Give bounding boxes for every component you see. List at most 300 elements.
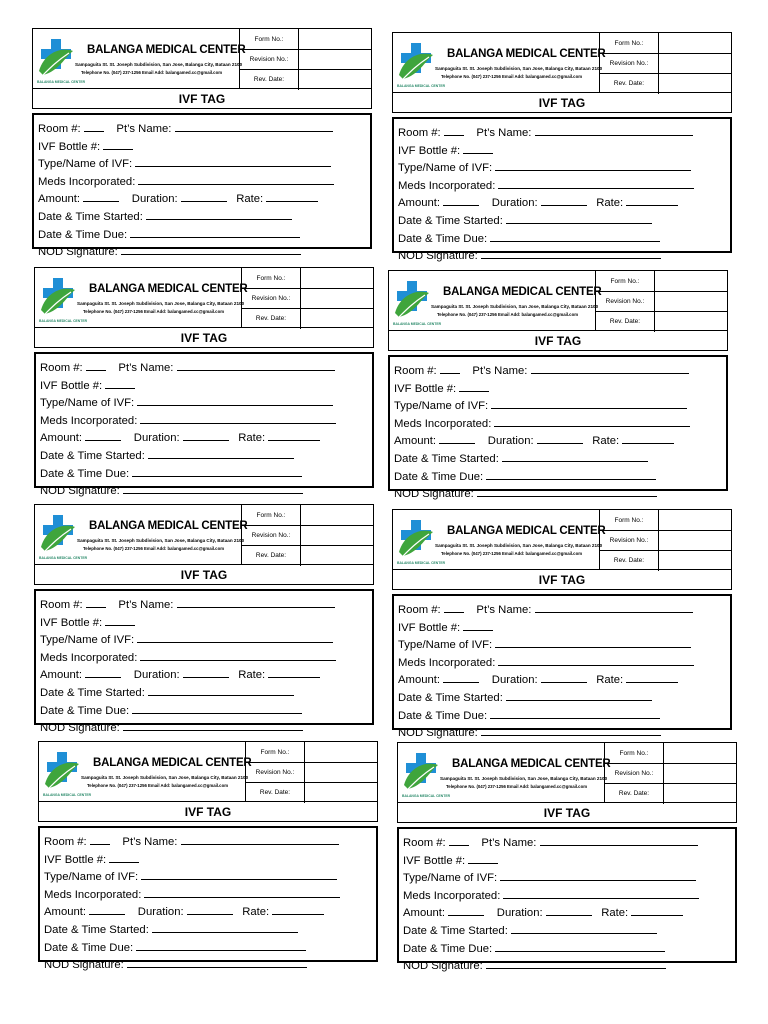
clinic-telephone: Telephone No. (047) 237-1256 Email Add: balangamed.cc@gmail.com: [83, 546, 225, 551]
duration-blank[interactable]: [187, 903, 233, 915]
amount-line: [398, 671, 730, 689]
type-name-label: Type/Name of IVF:: [44, 871, 139, 884]
tag-title: IVF TAG: [388, 331, 728, 351]
amount-blank[interactable]: [443, 194, 479, 206]
ivf-bottle-label: IVF Bottle #:: [398, 144, 461, 157]
form-meta-table: [245, 742, 377, 801]
ivf-bottle-line: [38, 138, 370, 156]
tag-title: IVF TAG: [34, 328, 374, 348]
duration-blank[interactable]: [541, 194, 587, 206]
ivf-bottle-label: IVF Bottle #:: [40, 616, 103, 629]
clinic-telephone: Telephone No. (047) 237-1256 Email Add: balangamed.cc@gmail.com: [83, 309, 225, 314]
medical-cross-logo-icon: [393, 279, 431, 321]
ivf-bottle-label: IVF Bottle #:: [40, 379, 103, 392]
patient-name-label: Pt’s Name:: [122, 836, 178, 848]
clinic-name: BALANGA MEDICAL CENTER: [93, 757, 252, 769]
room-blank[interactable]: [86, 596, 106, 608]
revision-no-row: [242, 288, 373, 309]
date-due-blank[interactable]: [132, 465, 302, 477]
rate-blank[interactable]: [272, 903, 324, 915]
nod-signature-line: [38, 243, 370, 261]
clinic-address: Sampaguita St. St. Joseph Subdivision, San Jose, Balanga City, Bataan 2100: [81, 775, 249, 780]
clinic-name: BALANGA MEDICAL CENTER: [89, 520, 248, 532]
ivf-bottle-blank[interactable]: [463, 142, 493, 154]
duration-label: Duration:: [491, 674, 538, 687]
patient-name-blank[interactable]: [175, 120, 333, 132]
meds-line: [398, 654, 730, 672]
form-no-label: Form No.:: [596, 271, 655, 291]
ivf-bottle-blank[interactable]: [463, 619, 493, 631]
type-name-blank[interactable]: [500, 869, 696, 881]
date-started-blank[interactable]: [506, 212, 652, 224]
meds-blank[interactable]: [144, 886, 340, 898]
form-no-label: Form No.:: [246, 742, 305, 762]
ivf-bottle-blank[interactable]: [109, 851, 139, 863]
amount-label: Amount:: [394, 435, 437, 448]
nod-signature-blank[interactable]: [481, 724, 661, 736]
amount-blank[interactable]: [89, 903, 125, 915]
meds-blank[interactable]: [503, 887, 699, 899]
nod-signature-label: NOD Signature:: [398, 727, 478, 740]
ivf-bottle-label: IVF Bottle #:: [394, 382, 457, 395]
amount-line: [403, 904, 735, 922]
date-started-blank[interactable]: [502, 450, 648, 462]
date-started-line: [398, 689, 730, 707]
date-due-blank[interactable]: [486, 468, 656, 480]
form-no-label: Form No.:: [242, 505, 301, 525]
room-line: [40, 596, 372, 614]
type-name-line: [398, 636, 730, 654]
nod-signature-blank[interactable]: [127, 956, 307, 968]
revision-no-label: Revision No.:: [242, 525, 301, 545]
clinic-telephone: Telephone No. (047) 237-1256 Email Add: balangamed.cc@gmail.com: [87, 783, 229, 788]
patient-name-label: Pt’s Name:: [472, 365, 528, 377]
meds-blank[interactable]: [140, 412, 336, 424]
room-line: [394, 362, 726, 380]
type-name-line: [44, 868, 376, 886]
medical-cross-logo-icon: [43, 750, 81, 792]
rate-blank[interactable]: [268, 429, 320, 441]
type-name-label: Type/Name of IVF:: [398, 639, 493, 652]
rate-label: Rate:: [238, 432, 266, 445]
logo-caption: BALANGA MEDICAL CENTER: [402, 794, 451, 798]
ivf-bottle-line: [394, 380, 726, 398]
type-name-blank[interactable]: [135, 155, 331, 167]
type-name-blank[interactable]: [495, 636, 691, 648]
tag-body: [38, 826, 378, 972]
ivf-tag-card-5: [34, 504, 374, 735]
type-name-line: [40, 394, 372, 412]
form-no-row: [242, 268, 373, 289]
duration-label: Duration:: [491, 197, 538, 210]
rev-date-label: Rev. Date:: [242, 308, 301, 329]
room-line: [398, 124, 730, 142]
patient-name-blank[interactable]: [531, 362, 689, 374]
nod-signature-blank[interactable]: [121, 243, 301, 255]
ivf-bottle-line: [403, 852, 735, 870]
nod-signature-blank[interactable]: [486, 957, 666, 969]
rate-blank[interactable]: [626, 671, 678, 683]
clinic-address: Sampaguita St. St. Joseph Subdivision, San Jose, Balanga City, Bataan 2100: [77, 301, 245, 306]
patient-name-blank[interactable]: [177, 596, 335, 608]
room-label: Room #:: [38, 123, 81, 135]
room-blank[interactable]: [86, 359, 106, 371]
amount-blank[interactable]: [83, 190, 119, 202]
room-line: [403, 834, 735, 852]
meds-label: Meds Incorporated:: [394, 417, 492, 430]
tag-body: [392, 594, 732, 740]
date-started-line: [403, 922, 735, 940]
amount-label: Amount:: [40, 669, 83, 682]
tag-title: IVF TAG: [392, 93, 732, 113]
meds-line: [38, 173, 370, 191]
rate-label: Rate:: [601, 907, 629, 920]
form-meta-table: [604, 743, 736, 802]
type-name-blank[interactable]: [137, 631, 333, 643]
tag-header: [34, 504, 374, 565]
meds-blank[interactable]: [140, 649, 336, 661]
type-name-blank[interactable]: [495, 159, 691, 171]
nod-signature-label: NOD Signature:: [40, 722, 120, 735]
date-due-line: [403, 940, 735, 958]
tag-title: IVF TAG: [397, 803, 737, 823]
rev-date-row: [242, 545, 373, 566]
duration-blank[interactable]: [183, 666, 229, 678]
date-due-blank[interactable]: [136, 939, 306, 951]
logo-caption: BALANGA MEDICAL CENTER: [397, 84, 446, 88]
patient-name-label: Pt’s Name:: [476, 127, 532, 139]
room-blank[interactable]: [90, 833, 110, 845]
amount-line: [38, 190, 370, 208]
logo-caption: BALANGA MEDICAL CENTER: [37, 80, 86, 84]
rev-date-row: [600, 550, 731, 571]
form-meta-table: [239, 29, 371, 88]
tag-header: [32, 28, 372, 89]
rev-date-row: [596, 311, 727, 332]
form-no-label: Form No.:: [600, 33, 659, 53]
amount-line: [40, 429, 372, 447]
room-label: Room #:: [44, 836, 87, 848]
room-label: Room #:: [398, 604, 441, 616]
form-no-row: [242, 505, 373, 526]
meds-blank[interactable]: [498, 177, 694, 189]
amount-label: Amount:: [398, 674, 441, 687]
date-due-line: [394, 468, 726, 486]
rev-date-row: [242, 308, 373, 329]
revision-no-row: [596, 291, 727, 312]
ivf-bottle-line: [398, 142, 730, 160]
meds-label: Meds Incorporated:: [398, 656, 496, 669]
meds-blank[interactable]: [494, 415, 690, 427]
date-started-blank[interactable]: [146, 208, 292, 220]
duration-blank[interactable]: [537, 432, 583, 444]
type-name-blank[interactable]: [137, 394, 333, 406]
rev-date-label: Rev. Date:: [596, 311, 655, 332]
form-no-label: Form No.:: [605, 743, 664, 763]
clinic-name: BALANGA MEDICAL CENTER: [452, 758, 611, 770]
room-label: Room #:: [40, 362, 83, 374]
clinic-address: Sampaguita St. St. Joseph Subdivision, San Jose, Balanga City, Bataan 2100: [440, 776, 608, 781]
date-started-line: [394, 450, 726, 468]
logo-area: [389, 271, 602, 330]
type-name-label: Type/Name of IVF:: [40, 634, 135, 647]
logo-caption: BALANGA MEDICAL CENTER: [39, 556, 88, 560]
revision-no-label: Revision No.:: [596, 291, 655, 311]
room-blank[interactable]: [444, 124, 464, 136]
rate-label: Rate:: [596, 197, 624, 210]
clinic-name: BALANGA MEDICAL CENTER: [89, 283, 248, 295]
revision-no-row: [246, 762, 377, 783]
clinic-address: Sampaguita St. St. Joseph Subdivision, San Jose, Balanga City, Bataan 2100: [435, 66, 603, 71]
amount-label: Amount:: [40, 432, 83, 445]
rate-label: Rate:: [242, 906, 270, 919]
room-line: [44, 833, 376, 851]
ivf-bottle-blank[interactable]: [105, 377, 135, 389]
tag-body: [34, 352, 374, 498]
room-blank[interactable]: [84, 120, 104, 132]
ivf-tag-card-3: [34, 267, 374, 498]
type-name-line: [38, 155, 370, 173]
patient-name-blank[interactable]: [181, 833, 339, 845]
duration-blank[interactable]: [181, 190, 227, 202]
ivf-bottle-blank[interactable]: [105, 614, 135, 626]
date-due-blank[interactable]: [495, 940, 665, 952]
tag-body: [397, 827, 737, 973]
medical-cross-logo-icon: [39, 276, 77, 318]
ivf-tag-card-6: [392, 509, 732, 740]
type-name-line: [398, 159, 730, 177]
rate-blank[interactable]: [626, 194, 678, 206]
date-started-label: Date & Time Started:: [44, 923, 149, 936]
meds-label: Meds Incorporated:: [403, 889, 501, 902]
patient-name-label: Pt’s Name:: [118, 362, 174, 374]
room-blank[interactable]: [444, 601, 464, 613]
amount-line: [398, 194, 730, 212]
date-started-line: [398, 212, 730, 230]
clinic-name: BALANGA MEDICAL CENTER: [443, 286, 602, 298]
nod-signature-line: [44, 956, 376, 974]
room-label: Room #:: [40, 599, 83, 611]
ivf-bottle-line: [44, 851, 376, 869]
nod-signature-label: NOD Signature:: [38, 246, 118, 259]
clinic-telephone: Telephone No. (047) 237-1256 Email Add: balangamed.cc@gmail.com: [441, 74, 583, 79]
type-name-blank[interactable]: [491, 397, 687, 409]
nod-signature-blank[interactable]: [123, 719, 303, 731]
date-due-line: [40, 465, 372, 483]
clinic-address: Sampaguita St. St. Joseph Subdivision, San Jose, Balanga City, Bataan 2100: [431, 304, 599, 309]
nod-signature-label: NOD Signature:: [44, 959, 124, 972]
date-started-blank[interactable]: [148, 684, 294, 696]
type-name-line: [40, 631, 372, 649]
date-started-blank[interactable]: [148, 447, 294, 459]
ivf-bottle-blank[interactable]: [103, 138, 133, 150]
rate-blank[interactable]: [268, 666, 320, 678]
date-started-label: Date & Time Started:: [403, 924, 508, 937]
patient-name-blank[interactable]: [540, 834, 698, 846]
patient-name-label: Pt’s Name:: [476, 604, 532, 616]
logo-area: [398, 743, 611, 802]
room-line: [398, 601, 730, 619]
nod-signature-blank[interactable]: [481, 247, 661, 259]
patient-name-blank[interactable]: [177, 359, 335, 371]
amount-line: [394, 432, 726, 450]
nod-signature-label: NOD Signature:: [403, 960, 483, 973]
type-name-line: [403, 869, 735, 887]
meds-blank[interactable]: [498, 654, 694, 666]
amount-label: Amount:: [398, 197, 441, 210]
date-started-blank[interactable]: [506, 689, 652, 701]
medical-cross-logo-icon: [397, 518, 435, 560]
amount-blank[interactable]: [85, 429, 121, 441]
tag-title: IVF TAG: [392, 570, 732, 590]
patient-name-blank[interactable]: [535, 601, 693, 613]
form-meta-table: [599, 33, 731, 92]
amount-blank[interactable]: [85, 666, 121, 678]
clinic-telephone: Telephone No. (047) 237-1256 Email Add: balangamed.cc@gmail.com: [437, 312, 579, 317]
amount-blank[interactable]: [443, 671, 479, 683]
date-due-line: [40, 702, 372, 720]
meds-label: Meds Incorporated:: [398, 179, 496, 192]
date-due-blank[interactable]: [132, 702, 302, 714]
room-blank[interactable]: [440, 362, 460, 374]
meds-label: Meds Incorporated:: [38, 175, 136, 188]
ivf-tag-card-4: [388, 270, 728, 501]
date-due-blank[interactable]: [130, 226, 300, 238]
meds-blank[interactable]: [138, 173, 334, 185]
medical-cross-logo-icon: [39, 513, 77, 555]
duration-blank[interactable]: [541, 671, 587, 683]
duration-label: Duration:: [496, 907, 543, 920]
room-blank[interactable]: [449, 834, 469, 846]
date-due-label: Date & Time Due:: [44, 941, 134, 954]
ivf-bottle-label: IVF Bottle #:: [44, 853, 107, 866]
form-no-row: [596, 271, 727, 292]
form-no-label: Form No.:: [242, 268, 301, 288]
ivf-bottle-line: [398, 619, 730, 637]
tag-header: [397, 742, 737, 803]
nod-signature-blank[interactable]: [477, 485, 657, 497]
form-no-row: [600, 33, 731, 54]
tag-header: [34, 267, 374, 328]
meds-line: [44, 886, 376, 904]
date-due-blank[interactable]: [490, 230, 660, 242]
date-due-blank[interactable]: [490, 707, 660, 719]
date-started-label: Date & Time Started:: [398, 691, 503, 704]
clinic-telephone: Telephone No. (047) 237-1256 Email Add: balangamed.cc@gmail.com: [441, 551, 583, 556]
rate-blank[interactable]: [266, 190, 318, 202]
logo-area: [39, 742, 252, 801]
date-started-label: Date & Time Started:: [394, 452, 499, 465]
patient-name-label: Pt’s Name:: [481, 837, 537, 849]
date-started-blank[interactable]: [152, 921, 298, 933]
ivf-bottle-blank[interactable]: [459, 380, 489, 392]
meds-line: [40, 412, 372, 430]
type-name-label: Type/Name of IVF:: [394, 400, 489, 413]
amount-blank[interactable]: [448, 904, 484, 916]
ivf-tag-card-7: [38, 741, 378, 972]
date-due-line: [398, 230, 730, 248]
clinic-telephone: Telephone No. (047) 237-1256 Email Add: balangamed.cc@gmail.com: [446, 784, 588, 789]
ivf-bottle-line: [40, 614, 372, 632]
duration-blank[interactable]: [546, 904, 592, 916]
form-no-row: [605, 743, 736, 764]
rate-blank[interactable]: [622, 432, 674, 444]
rev-date-label: Rev. Date:: [600, 73, 659, 94]
patient-name-label: Pt’s Name:: [116, 123, 172, 135]
clinic-address: Sampaguita St. St. Joseph Subdivision, San Jose, Balanga City, Bataan 2100: [77, 538, 245, 543]
date-started-line: [38, 208, 370, 226]
date-due-label: Date & Time Due:: [394, 470, 484, 483]
rate-blank[interactable]: [631, 904, 683, 916]
date-due-line: [44, 939, 376, 957]
date-due-label: Date & Time Due:: [398, 709, 488, 722]
meds-line: [394, 415, 726, 433]
logo-area: [393, 510, 606, 569]
form-no-row: [600, 510, 731, 531]
ivf-bottle-blank[interactable]: [468, 852, 498, 864]
tag-body: [392, 117, 732, 263]
meds-label: Meds Incorporated:: [44, 888, 142, 901]
form-meta-table: [595, 271, 727, 330]
ivf-tag-card-1: [32, 28, 372, 259]
duration-label: Duration:: [133, 432, 180, 445]
duration-label: Duration:: [137, 906, 184, 919]
tag-header: [392, 32, 732, 93]
date-started-label: Date & Time Started:: [40, 449, 145, 462]
duration-label: Duration:: [487, 435, 534, 448]
clinic-name: BALANGA MEDICAL CENTER: [447, 48, 606, 60]
tag-header: [392, 509, 732, 570]
tag-title: IVF TAG: [32, 89, 372, 109]
rev-date-label: Rev. Date:: [605, 783, 664, 804]
rev-date-label: Rev. Date:: [246, 782, 305, 803]
form-no-row: [246, 742, 377, 763]
duration-label: Duration:: [133, 669, 180, 682]
nod-signature-blank[interactable]: [123, 482, 303, 494]
nod-signature-line: [40, 482, 372, 500]
date-due-line: [398, 707, 730, 725]
medical-cross-logo-icon: [397, 41, 435, 83]
date-started-blank[interactable]: [511, 922, 657, 934]
date-due-label: Date & Time Due:: [40, 704, 130, 717]
meds-line: [398, 177, 730, 195]
patient-name-blank[interactable]: [535, 124, 693, 136]
ivf-bottle-line: [40, 377, 372, 395]
revision-no-label: Revision No.:: [246, 762, 305, 782]
revision-no-row: [605, 763, 736, 784]
room-label: Room #:: [394, 365, 437, 377]
amount-blank[interactable]: [439, 432, 475, 444]
duration-blank[interactable]: [183, 429, 229, 441]
meds-line: [403, 887, 735, 905]
date-due-label: Date & Time Due:: [398, 232, 488, 245]
tag-header: [388, 270, 728, 331]
nod-signature-line: [403, 957, 735, 975]
meds-label: Meds Incorporated:: [40, 414, 138, 427]
nod-signature-line: [40, 719, 372, 737]
tag-body: [388, 355, 728, 501]
ivf-bottle-label: IVF Bottle #:: [403, 854, 466, 867]
type-name-label: Type/Name of IVF:: [38, 158, 133, 171]
clinic-address: Sampaguita St. St. Joseph Subdivision, San Jose, Balanga City, Bataan 2100: [435, 543, 603, 548]
meds-label: Meds Incorporated:: [40, 651, 138, 664]
clinic-name: BALANGA MEDICAL CENTER: [87, 44, 246, 56]
nod-signature-line: [394, 485, 726, 503]
date-started-label: Date & Time Started:: [40, 686, 145, 699]
type-name-blank[interactable]: [141, 868, 337, 880]
medical-cross-logo-icon: [402, 751, 440, 793]
ivf-tag-card-2: [392, 32, 732, 263]
